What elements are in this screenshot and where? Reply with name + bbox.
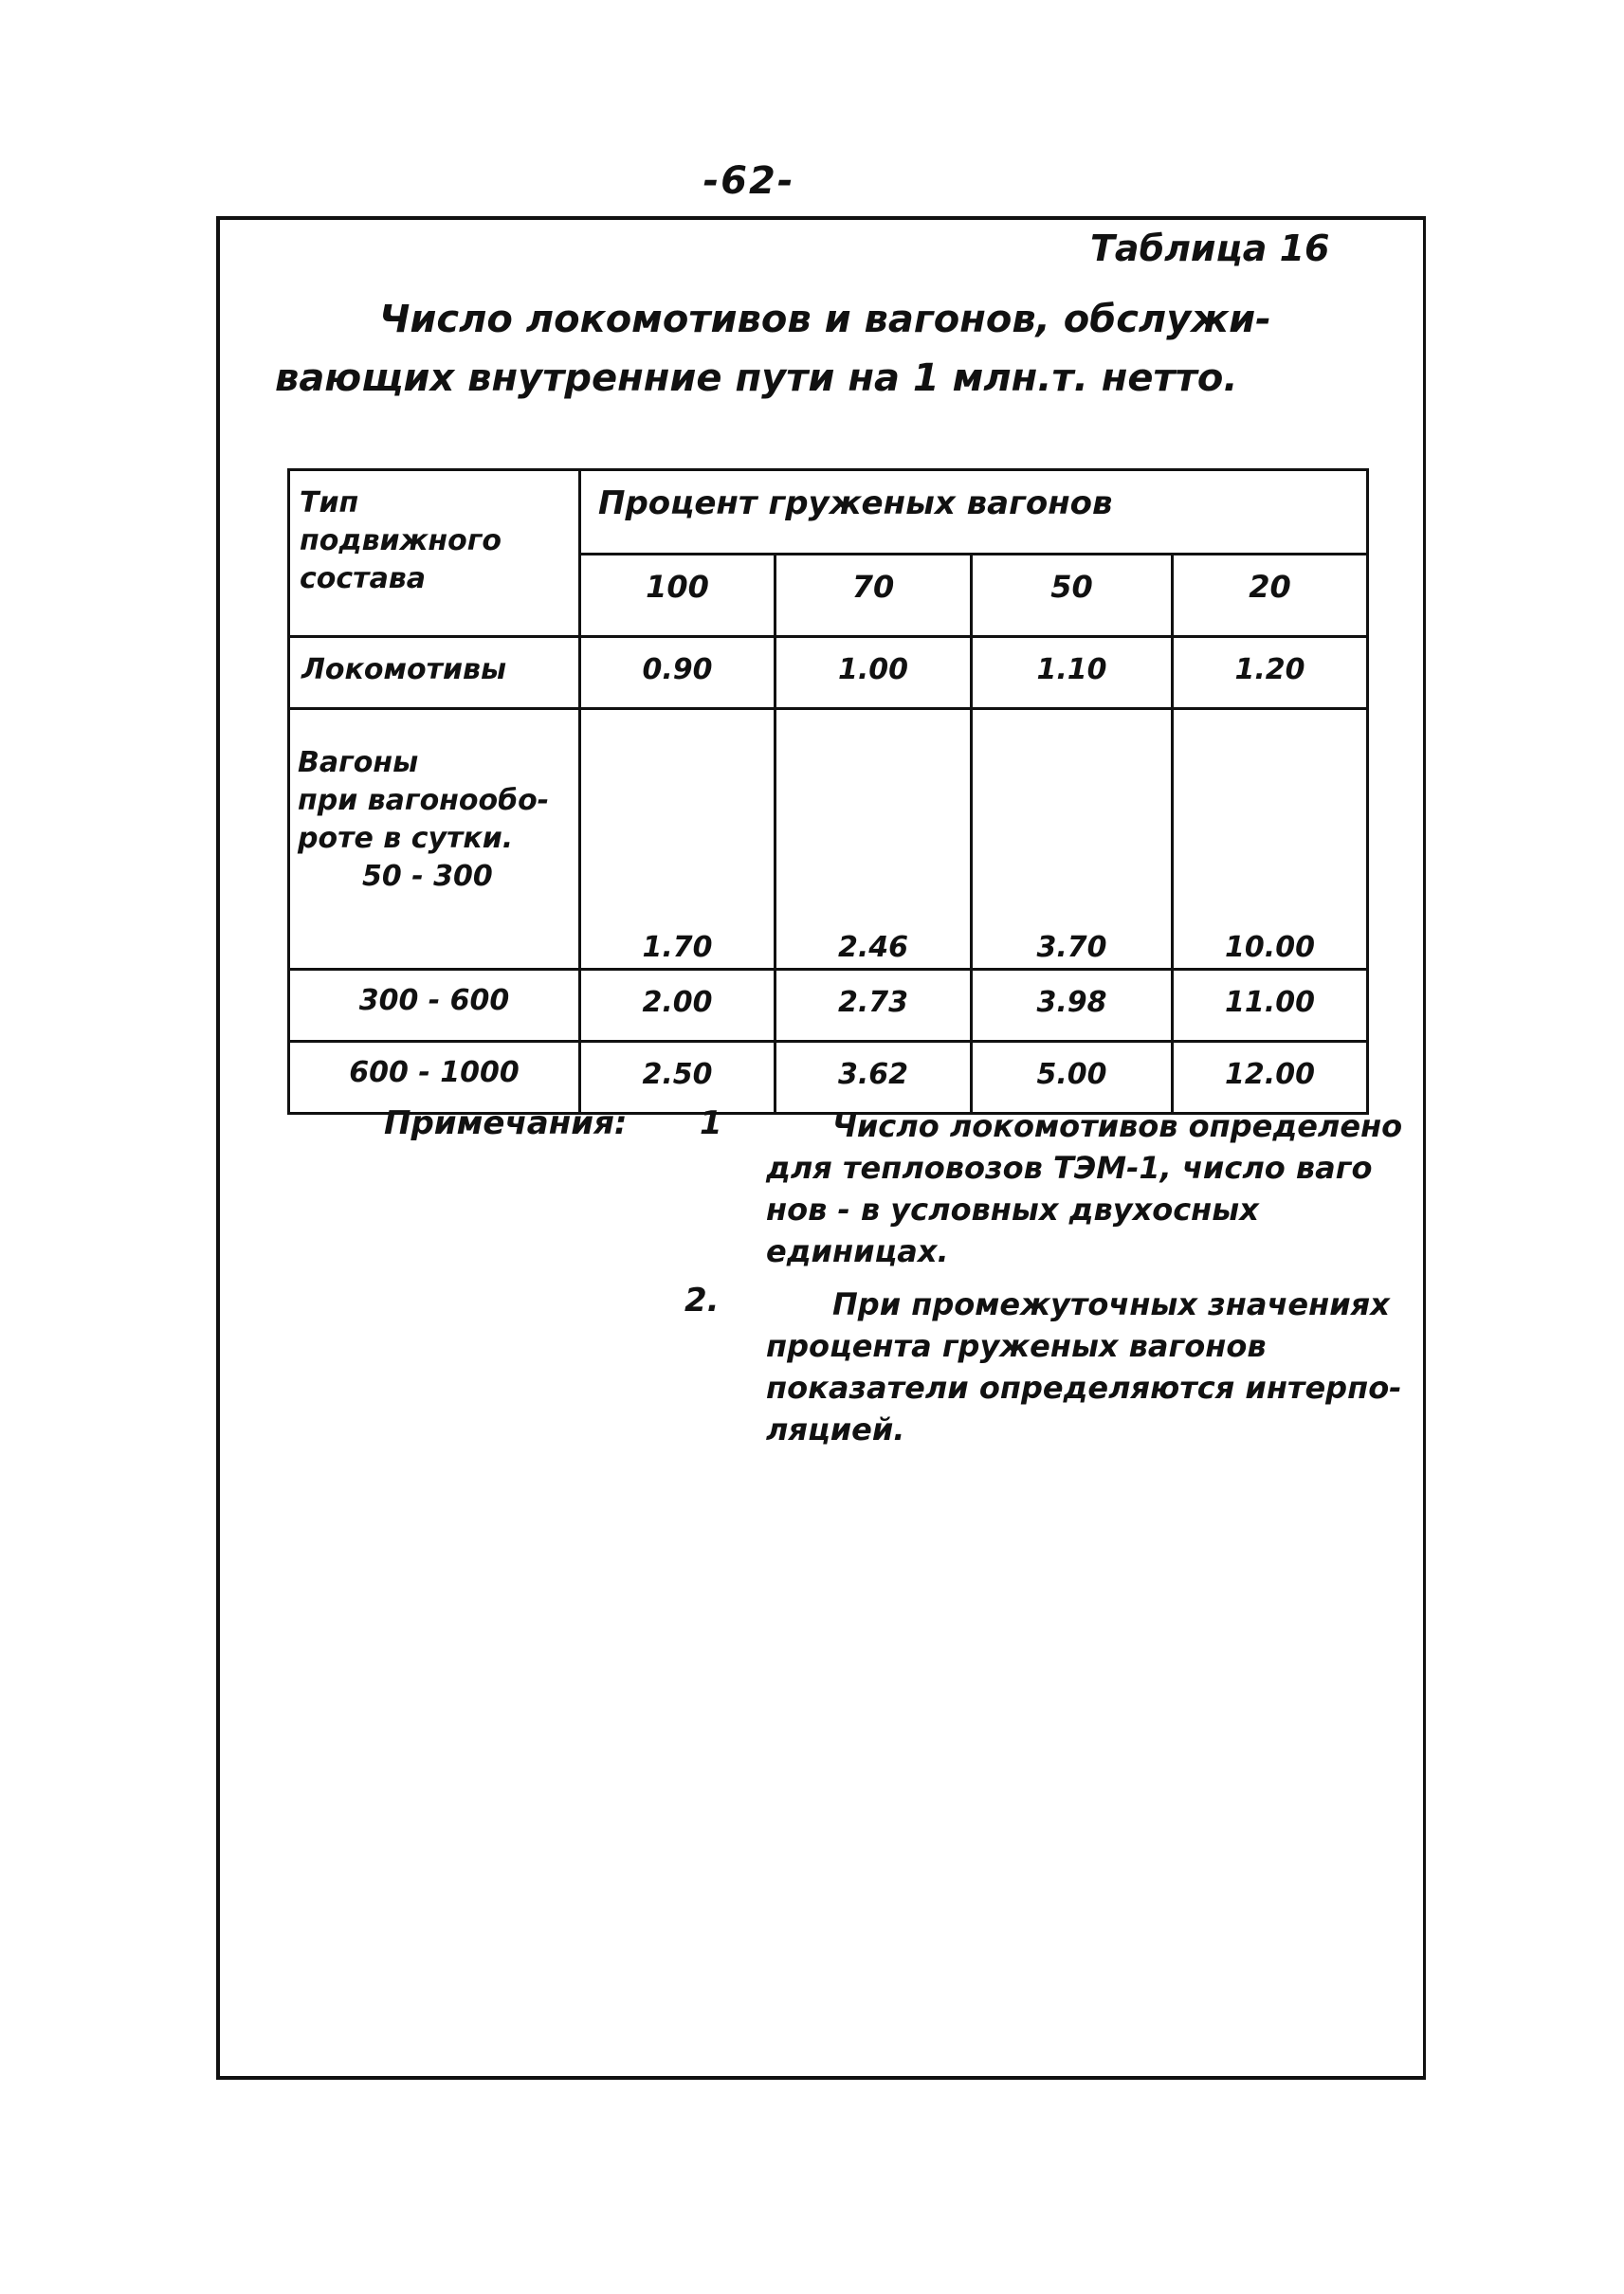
page-number: -62- bbox=[703, 159, 795, 203]
header-rolling-stock-type bbox=[289, 470, 580, 637]
header-type-line: подвижного bbox=[300, 524, 502, 557]
table-label: Таблица 16 bbox=[1090, 228, 1330, 269]
note-line: При промежуточных значениях bbox=[832, 1286, 1390, 1322]
table-cell: 11.00 bbox=[1173, 970, 1368, 1042]
table-cell: 3.98 bbox=[972, 970, 1173, 1042]
table-cell: 12.00 bbox=[1173, 1042, 1368, 1114]
table-row bbox=[289, 637, 1368, 709]
table-cell: 1.10 bbox=[972, 637, 1173, 709]
note-line: для тепловозов ТЭМ-1, число ваго bbox=[766, 1150, 1373, 1186]
row-label-line: Вагоны bbox=[298, 746, 419, 779]
row-label: 600 - 1000 bbox=[289, 1042, 580, 1114]
note-number: 1 bbox=[700, 1104, 722, 1142]
note-text bbox=[766, 1105, 1420, 1272]
table-cell: 10.00 bbox=[1173, 709, 1368, 970]
table-cell: 2.00 bbox=[580, 970, 776, 1042]
row-range-label: 50 - 300 bbox=[362, 860, 493, 893]
header-percent-value: 100 bbox=[580, 555, 776, 637]
table-cell: 3.70 bbox=[972, 709, 1173, 970]
note-line: нов - в условных двухосных bbox=[766, 1192, 1259, 1228]
row-label: Локомотивы bbox=[289, 637, 580, 709]
table-header-row bbox=[289, 470, 1368, 555]
title-line-2: вающих внутренние пути на 1 млн.т. нетто. bbox=[275, 356, 1238, 400]
table-cell: 1.20 bbox=[1173, 637, 1368, 709]
table-row bbox=[289, 709, 1368, 970]
table-cell: 2.73 bbox=[776, 970, 972, 1042]
notes-label: Примечания: bbox=[384, 1104, 628, 1142]
table-cell: 1.70 bbox=[580, 709, 776, 970]
header-type-line: состава bbox=[300, 562, 427, 595]
header-type-line: Тип bbox=[300, 486, 359, 519]
header-percent-value: 70 bbox=[776, 555, 972, 637]
table-cell: 3.62 bbox=[776, 1042, 972, 1114]
note-text bbox=[766, 1284, 1420, 1450]
note-line: Число локомотивов определено bbox=[832, 1108, 1403, 1144]
table-row bbox=[289, 1042, 1368, 1114]
header-percent-loaded: Процент груженых вагонов bbox=[580, 470, 1368, 555]
note-line: процента груженых вагонов bbox=[766, 1328, 1267, 1364]
header-percent-value: 50 bbox=[972, 555, 1173, 637]
data-table bbox=[287, 468, 1369, 1115]
table-cell: 2.50 bbox=[580, 1042, 776, 1114]
row-label bbox=[289, 709, 580, 970]
row-label-line: роте в сутки. bbox=[298, 822, 514, 855]
table-cell: 2.46 bbox=[776, 709, 972, 970]
title-line-1: Число локомотивов и вагонов, обслужи- bbox=[379, 298, 1271, 341]
table-cell: 0.90 bbox=[580, 637, 776, 709]
header-percent-value: 20 bbox=[1173, 555, 1368, 637]
row-label: 300 - 600 bbox=[289, 970, 580, 1042]
table-title bbox=[275, 290, 1384, 408]
note-line: единицах. bbox=[766, 1233, 949, 1269]
table-cell: 5.00 bbox=[972, 1042, 1173, 1114]
row-label-line: при вагонообо- bbox=[298, 784, 550, 817]
note-number: 2. bbox=[684, 1282, 720, 1320]
note-line: показатели определяются интерпо- bbox=[766, 1370, 1402, 1406]
table-row bbox=[289, 970, 1368, 1042]
table-cell: 1.00 bbox=[776, 637, 972, 709]
note-line: ляцией. bbox=[766, 1411, 905, 1447]
